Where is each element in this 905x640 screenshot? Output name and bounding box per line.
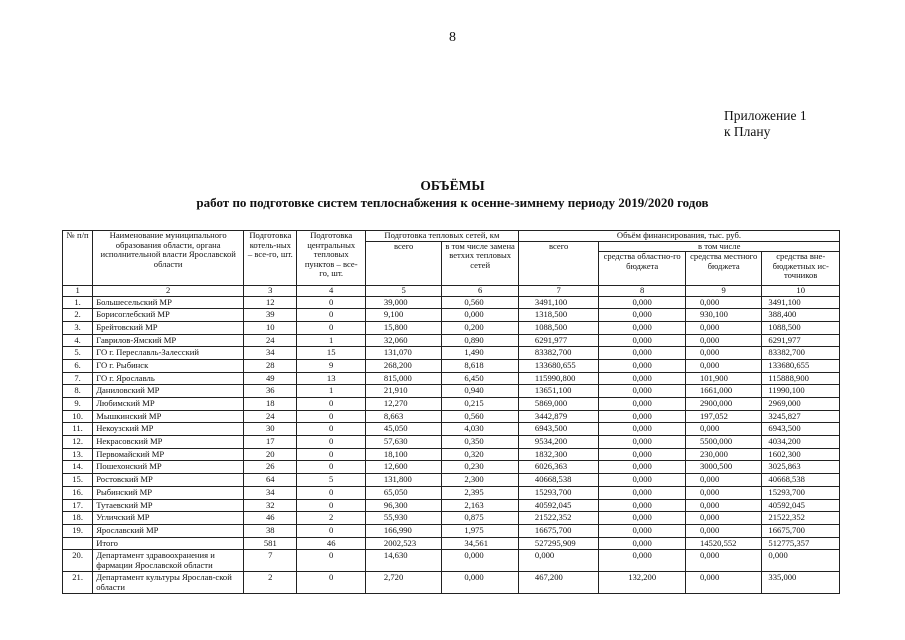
row-fin-local: 0,000 <box>685 359 761 372</box>
row-name: ГО г. Переславль-Залесский <box>93 347 244 360</box>
header-fin-regional: средства областно-го бюджета <box>599 252 686 286</box>
row-fin-offbudget: 11990,100 <box>762 385 840 398</box>
row-net-replacement: 0,875 <box>442 512 519 525</box>
row-fin-offbudget: 3025,863 <box>762 461 840 474</box>
row-boilers: 64 <box>244 474 297 487</box>
row-fin-regional: 0,000 <box>599 423 686 436</box>
row-net-replacement: 2,395 <box>442 486 519 499</box>
row-number: 15. <box>63 474 93 487</box>
row-fin-offbudget: 133680,655 <box>762 359 840 372</box>
row-number: 6. <box>63 359 93 372</box>
row-net-replacement: 0,000 <box>442 550 519 572</box>
row-fin-total: 6291,977 <box>518 334 599 347</box>
table-row <box>63 537 840 550</box>
row-net-replacement: 0,000 <box>442 309 519 322</box>
row-heat-points: 0 <box>297 572 365 594</box>
row-number: 20. <box>63 550 93 572</box>
row-number: 9. <box>63 398 93 411</box>
row-boilers: 17 <box>244 436 297 449</box>
row-fin-local: 197,052 <box>685 410 761 423</box>
row-fin-local: 14520,552 <box>685 537 761 550</box>
row-fin-local: 230,000 <box>685 448 761 461</box>
row-net-total: 12,600 <box>365 461 441 474</box>
row-number: 1. <box>63 296 93 309</box>
row-fin-local: 0,000 <box>685 572 761 594</box>
row-number: 17. <box>63 499 93 512</box>
table-row <box>63 359 840 372</box>
row-name: Гаврилов-Ямский МР <box>93 334 244 347</box>
row-name: Пошехонский МР <box>93 461 244 474</box>
row-heat-points: 0 <box>297 296 365 309</box>
row-net-total: 166,990 <box>365 524 441 537</box>
row-fin-offbudget: 115888,900 <box>762 372 840 385</box>
row-heat-points: 0 <box>297 410 365 423</box>
row-boilers: 32 <box>244 499 297 512</box>
row-fin-total: 115990,800 <box>518 372 599 385</box>
row-net-replacement: 0,215 <box>442 398 519 411</box>
row-heat-points: 0 <box>297 309 365 322</box>
row-fin-local: 0,000 <box>685 512 761 525</box>
row-fin-total: 527295,909 <box>518 537 599 550</box>
row-fin-total: 1318,500 <box>518 309 599 322</box>
row-fin-regional: 0,000 <box>599 372 686 385</box>
row-heat-points: 0 <box>297 486 365 499</box>
table-body <box>63 296 840 594</box>
row-fin-local: 0,000 <box>685 321 761 334</box>
row-net-replacement: 2,300 <box>442 474 519 487</box>
header-networks-group: Подготовка тепловых сетей, км <box>365 231 518 242</box>
row-net-total: 131,800 <box>365 474 441 487</box>
row-fin-regional: 0,000 <box>599 398 686 411</box>
table-row <box>63 524 840 537</box>
table-row <box>63 398 840 411</box>
header-finance-group: Объём финансирования, тыс. руб. <box>518 231 839 242</box>
row-net-total: 57,630 <box>365 436 441 449</box>
row-net-replacement: 1,490 <box>442 347 519 360</box>
row-boilers: 7 <box>244 550 297 572</box>
table-row <box>63 410 840 423</box>
row-number: 12. <box>63 436 93 449</box>
row-net-total: 55,930 <box>365 512 441 525</box>
row-name: ГО г. Рыбинск <box>93 359 244 372</box>
table-row <box>63 448 840 461</box>
col-number: 6 <box>442 286 519 297</box>
row-fin-local: 3000,500 <box>685 461 761 474</box>
row-net-replacement: 0,230 <box>442 461 519 474</box>
row-fin-total: 13651,100 <box>518 385 599 398</box>
table-row <box>63 512 840 525</box>
row-net-replacement: 8,618 <box>442 359 519 372</box>
header-fin-incl: в том числе <box>599 241 840 252</box>
row-fin-regional: 0,000 <box>599 524 686 537</box>
row-number: 13. <box>63 448 93 461</box>
row-net-total: 32,060 <box>365 334 441 347</box>
table-row <box>63 436 840 449</box>
row-fin-offbudget: 40592,045 <box>762 499 840 512</box>
column-numbers-row <box>63 286 840 297</box>
row-name: Мышкинский МР <box>93 410 244 423</box>
row-fin-total: 6943,500 <box>518 423 599 436</box>
row-fin-local: 0,000 <box>685 486 761 499</box>
row-fin-regional: 132,200 <box>599 572 686 594</box>
col-number: 2 <box>93 286 244 297</box>
table-row <box>63 499 840 512</box>
row-fin-local: 0,000 <box>685 499 761 512</box>
row-heat-points: 0 <box>297 398 365 411</box>
row-number: 2. <box>63 309 93 322</box>
row-name: Некоузский МР <box>93 423 244 436</box>
row-net-replacement: 6,450 <box>442 372 519 385</box>
row-boilers: 38 <box>244 524 297 537</box>
row-net-replacement: 0,560 <box>442 410 519 423</box>
col-number: 5 <box>365 286 441 297</box>
row-number: 3. <box>63 321 93 334</box>
row-heat-points: 46 <box>297 537 365 550</box>
row-name: Борисоглебский МР <box>93 309 244 322</box>
row-net-total: 12,270 <box>365 398 441 411</box>
row-fin-local: 930,100 <box>685 309 761 322</box>
table-row <box>63 423 840 436</box>
row-fin-local: 5500,000 <box>685 436 761 449</box>
row-heat-points: 0 <box>297 448 365 461</box>
row-fin-offbudget: 1602,300 <box>762 448 840 461</box>
row-net-total: 268,200 <box>365 359 441 372</box>
row-fin-local: 0,000 <box>685 347 761 360</box>
table-row <box>63 334 840 347</box>
appendix-line-1: Приложение 1 <box>724 108 807 123</box>
row-boilers: 10 <box>244 321 297 334</box>
row-net-total: 2002,523 <box>365 537 441 550</box>
row-fin-total: 16675,700 <box>518 524 599 537</box>
row-heat-points: 9 <box>297 359 365 372</box>
row-net-total: 45,050 <box>365 423 441 436</box>
row-boilers: 24 <box>244 410 297 423</box>
row-name: Ярославский МР <box>93 524 244 537</box>
row-net-total: 9,100 <box>365 309 441 322</box>
row-fin-offbudget: 2969,000 <box>762 398 840 411</box>
row-fin-regional: 0,000 <box>599 321 686 334</box>
row-boilers: 34 <box>244 486 297 499</box>
row-fin-offbudget: 4034,200 <box>762 436 840 449</box>
row-boilers: 28 <box>244 359 297 372</box>
row-boilers: 2 <box>244 572 297 594</box>
row-number: 4. <box>63 334 93 347</box>
row-fin-offbudget: 0,000 <box>762 550 840 572</box>
row-net-total: 131,070 <box>365 347 441 360</box>
row-fin-offbudget: 83382,700 <box>762 347 840 360</box>
row-fin-total: 40592,045 <box>518 499 599 512</box>
header-net-replacement: в том числе замена ветхих тепловых сетей <box>442 241 519 286</box>
row-number: 16. <box>63 486 93 499</box>
row-name: Тутаевский МР <box>93 499 244 512</box>
row-fin-regional: 0,000 <box>599 474 686 487</box>
row-fin-total: 467,200 <box>518 572 599 594</box>
table-row <box>63 572 840 594</box>
row-net-replacement: 34,561 <box>442 537 519 550</box>
row-fin-offbudget: 21522,352 <box>762 512 840 525</box>
row-fin-offbudget: 3491,100 <box>762 296 840 309</box>
row-net-replacement: 0,940 <box>442 385 519 398</box>
row-boilers: 36 <box>244 385 297 398</box>
row-fin-total: 40668,538 <box>518 474 599 487</box>
row-name: Любимский МР <box>93 398 244 411</box>
row-fin-total: 6026,363 <box>518 461 599 474</box>
row-fin-offbudget: 335,000 <box>762 572 840 594</box>
row-heat-points: 5 <box>297 474 365 487</box>
row-fin-total: 83382,700 <box>518 347 599 360</box>
row-fin-regional: 0,000 <box>599 410 686 423</box>
row-fin-total: 1832,300 <box>518 448 599 461</box>
row-number <box>63 537 93 550</box>
row-fin-offbudget: 512775,357 <box>762 537 840 550</box>
row-net-total: 21,910 <box>365 385 441 398</box>
row-fin-total: 3442,879 <box>518 410 599 423</box>
row-fin-regional: 0,000 <box>599 385 686 398</box>
row-name: Департамент культуры Ярослав-ской области <box>93 572 244 594</box>
row-fin-offbudget: 16675,700 <box>762 524 840 537</box>
row-number: 8. <box>63 385 93 398</box>
row-net-replacement: 0,200 <box>442 321 519 334</box>
row-boilers: 46 <box>244 512 297 525</box>
row-boilers: 24 <box>244 334 297 347</box>
row-fin-local: 2900,000 <box>685 398 761 411</box>
row-fin-offbudget: 40668,538 <box>762 474 840 487</box>
row-number: 10. <box>63 410 93 423</box>
table-row <box>63 550 840 572</box>
row-fin-regional: 0,000 <box>599 499 686 512</box>
row-net-replacement: 0,890 <box>442 334 519 347</box>
col-number: 9 <box>685 286 761 297</box>
table-row <box>63 372 840 385</box>
header-fin-total: всего <box>518 241 599 286</box>
col-number: 3 <box>244 286 297 297</box>
page-number: 8 <box>449 30 456 45</box>
row-fin-local: 101,900 <box>685 372 761 385</box>
row-heat-points: 0 <box>297 423 365 436</box>
row-number: 14. <box>63 461 93 474</box>
document-title: ОБЪЁМЫ <box>420 178 485 193</box>
row-net-replacement: 1,975 <box>442 524 519 537</box>
row-fin-total: 1088,500 <box>518 321 599 334</box>
row-fin-offbudget: 3245,827 <box>762 410 840 423</box>
row-fin-local: 0,000 <box>685 550 761 572</box>
volumes-table <box>62 230 840 594</box>
header-fin-offbudget: средства вне-бюджетных ис-точников <box>762 252 840 286</box>
row-fin-regional: 0,000 <box>599 359 686 372</box>
row-net-total: 14,630 <box>365 550 441 572</box>
row-heat-points: 2 <box>297 512 365 525</box>
row-fin-regional: 0,000 <box>599 537 686 550</box>
row-net-total: 815,000 <box>365 372 441 385</box>
row-net-total: 39,000 <box>365 296 441 309</box>
table-row <box>63 296 840 309</box>
header-heat-points: Подготовка центральных тепловых пунктов – все-го, шт. <box>297 231 365 286</box>
row-boilers: 26 <box>244 461 297 474</box>
row-number: 7. <box>63 372 93 385</box>
row-fin-regional: 0,000 <box>599 550 686 572</box>
row-fin-regional: 0,000 <box>599 296 686 309</box>
row-net-total: 18,100 <box>365 448 441 461</box>
row-boilers: 34 <box>244 347 297 360</box>
row-fin-total: 133680,655 <box>518 359 599 372</box>
col-number: 4 <box>297 286 365 297</box>
table-row <box>63 461 840 474</box>
row-name: Первомайский МР <box>93 448 244 461</box>
row-fin-local: 1661,000 <box>685 385 761 398</box>
row-fin-regional: 0,000 <box>599 448 686 461</box>
row-name: Департамент здравоохранения и фармации Ярославской области <box>93 550 244 572</box>
row-fin-local: 0,000 <box>685 423 761 436</box>
row-net-total: 2,720 <box>365 572 441 594</box>
row-name: Рыбинский МР <box>93 486 244 499</box>
header-no: № п/п <box>63 231 93 286</box>
row-net-total: 8,663 <box>365 410 441 423</box>
row-number: 5. <box>63 347 93 360</box>
table-row <box>63 321 840 334</box>
row-fin-regional: 0,000 <box>599 436 686 449</box>
row-heat-points: 1 <box>297 385 365 398</box>
row-boilers: 18 <box>244 398 297 411</box>
row-net-total: 96,300 <box>365 499 441 512</box>
row-fin-offbudget: 15293,700 <box>762 486 840 499</box>
row-name: Ростовский МР <box>93 474 244 487</box>
header-name: Наименование муниципального образования области, органа исполнительной власти Ярославской области <box>93 231 244 286</box>
row-heat-points: 0 <box>297 321 365 334</box>
row-fin-regional: 0,000 <box>599 347 686 360</box>
row-net-replacement: 4,030 <box>442 423 519 436</box>
header-net-total: всего <box>365 241 441 286</box>
row-fin-total: 3491,100 <box>518 296 599 309</box>
row-fin-total: 9534,200 <box>518 436 599 449</box>
row-fin-regional: 0,000 <box>599 512 686 525</box>
row-fin-total: 21522,352 <box>518 512 599 525</box>
row-name: Итого <box>93 537 244 550</box>
row-heat-points: 13 <box>297 372 365 385</box>
row-fin-local: 0,000 <box>685 524 761 537</box>
row-net-replacement: 0,320 <box>442 448 519 461</box>
col-number: 8 <box>599 286 686 297</box>
row-fin-offbudget: 1088,500 <box>762 321 840 334</box>
row-number: 19. <box>63 524 93 537</box>
table-row <box>63 347 840 360</box>
row-fin-regional: 0,000 <box>599 461 686 474</box>
row-heat-points: 15 <box>297 347 365 360</box>
row-fin-regional: 0,000 <box>599 334 686 347</box>
row-heat-points: 0 <box>297 550 365 572</box>
row-boilers: 20 <box>244 448 297 461</box>
row-net-replacement: 2,163 <box>442 499 519 512</box>
row-fin-offbudget: 6943,500 <box>762 423 840 436</box>
row-fin-regional: 0,000 <box>599 486 686 499</box>
table-row <box>63 486 840 499</box>
row-fin-regional: 0,000 <box>599 309 686 322</box>
table-row <box>63 385 840 398</box>
row-fin-local: 0,000 <box>685 296 761 309</box>
appendix-note <box>724 108 807 140</box>
row-heat-points: 0 <box>297 499 365 512</box>
header-fin-local: средства местного бюджета <box>685 252 761 286</box>
appendix-line-2: к Плану <box>724 124 771 139</box>
row-boilers: 39 <box>244 309 297 322</box>
row-heat-points: 0 <box>297 436 365 449</box>
row-net-total: 65,050 <box>365 486 441 499</box>
row-net-replacement: 0,350 <box>442 436 519 449</box>
row-net-total: 15,800 <box>365 321 441 334</box>
row-name: Угличский МР <box>93 512 244 525</box>
col-number: 1 <box>63 286 93 297</box>
row-net-replacement: 0,000 <box>442 572 519 594</box>
row-fin-total: 0,000 <box>518 550 599 572</box>
header-boilers: Подготовка котель-ных – все-го, шт. <box>244 231 297 286</box>
row-fin-local: 0,000 <box>685 474 761 487</box>
row-fin-offbudget: 6291,977 <box>762 334 840 347</box>
row-fin-total: 5869,000 <box>518 398 599 411</box>
table-row <box>63 474 840 487</box>
row-name: Брейтовский МР <box>93 321 244 334</box>
row-net-replacement: 0,560 <box>442 296 519 309</box>
row-heat-points: 1 <box>297 334 365 347</box>
row-fin-offbudget: 388,400 <box>762 309 840 322</box>
row-number: 11. <box>63 423 93 436</box>
row-fin-total: 15293,700 <box>518 486 599 499</box>
row-heat-points: 0 <box>297 461 365 474</box>
row-number: 18. <box>63 512 93 525</box>
table-row <box>63 309 840 322</box>
row-number: 21. <box>63 572 93 594</box>
row-name: Большесельский МР <box>93 296 244 309</box>
document-subtitle: работ по подготовке систем теплоснабжения к осенне-зимнему периоду 2019/2020 годов <box>196 195 709 210</box>
row-name: Некрасовский МР <box>93 436 244 449</box>
row-boilers: 12 <box>244 296 297 309</box>
row-boilers: 581 <box>244 537 297 550</box>
row-boilers: 30 <box>244 423 297 436</box>
row-fin-local: 0,000 <box>685 334 761 347</box>
col-number: 7 <box>518 286 599 297</box>
row-heat-points: 0 <box>297 524 365 537</box>
col-number: 10 <box>762 286 840 297</box>
row-name: Даниловский МР <box>93 385 244 398</box>
row-boilers: 49 <box>244 372 297 385</box>
row-name: ГО г. Ярославль <box>93 372 244 385</box>
